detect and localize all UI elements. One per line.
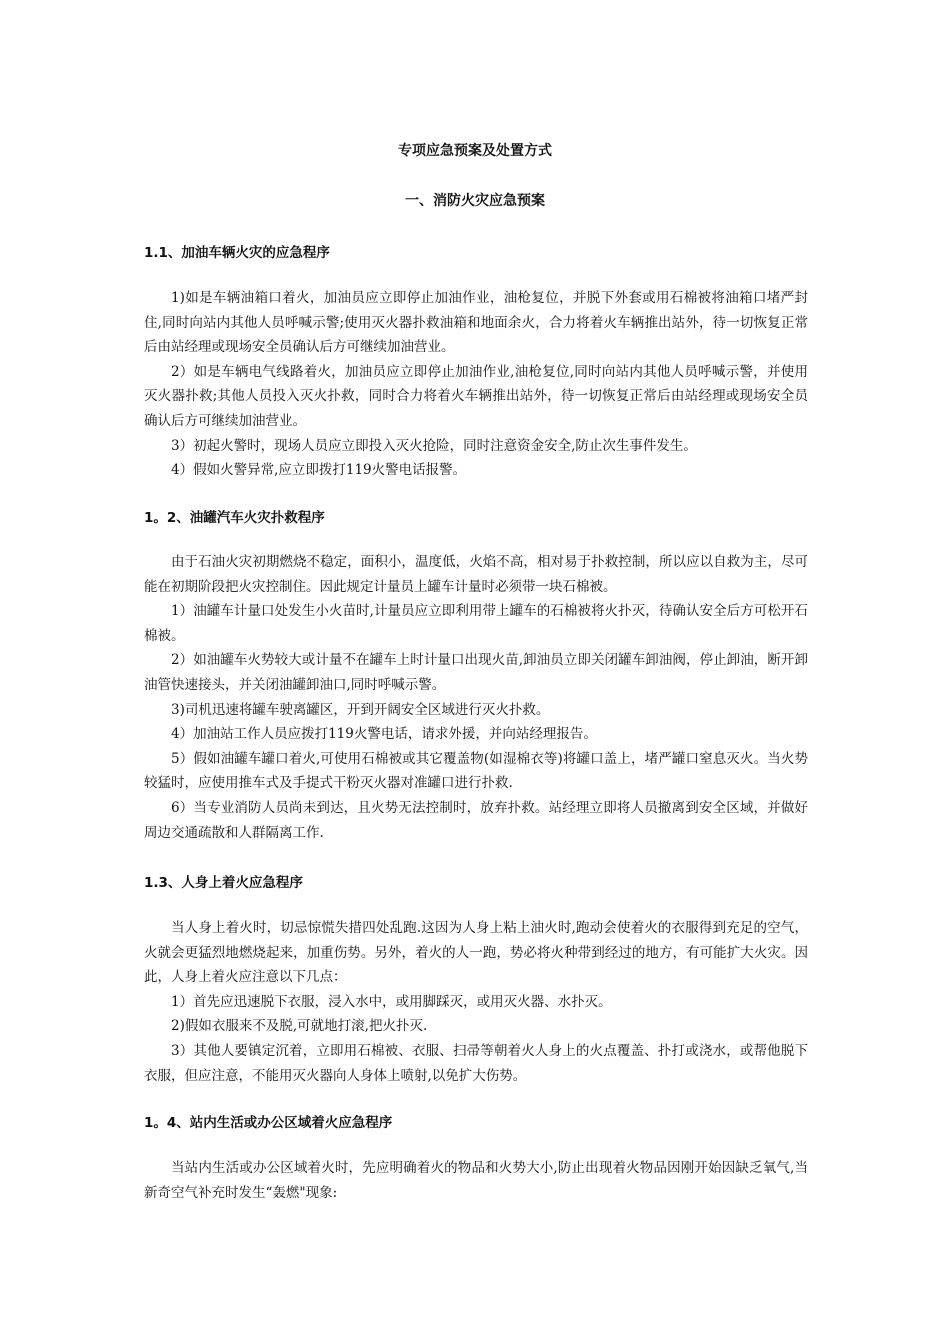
paragraph: 3)司机迅速将罐车驶离罐区，开到开阔安全区域进行灭火扑救。 (171, 701, 550, 718)
paragraph: 4）加油站工作人员应拨打119火警电话，请求外援，并向站经理报告。 (171, 726, 597, 743)
paragraph: 6）当专业消防人员尚未到达，且火势无法控制时，放弃扑救。站经理立即将人员撤离到安全区域，并做好周边交通疏散和人群隔离工作. (144, 799, 808, 841)
section-heading-1-3: 1.3、人身上着火应急程序 (144, 875, 303, 891)
section-heading-1-1: 1.1、加油车辆火灾的应急程序 (144, 245, 330, 261)
paragraph: 3）其他人要镇定沉着，立即用石棉被、衣服、扫帚等朝着火人身上的火点覆盖、扑打或浇水，或帮他脱下衣服，但应注意，不能用灭火器向人身体上喷射,以免扩大伤势。 (144, 1042, 808, 1084)
paragraph: 3）初起火警时，现场人员应立即投入灭火抢险，同时注意资金安全,防止次生事件发生。 (171, 437, 697, 454)
document-title: 专项应急预案及处置方式 (398, 143, 552, 159)
paragraph: 由于石油火灾初期燃烧不稳定，面积小，温度低，火焰不高，相对易于扑救控制，所以应以自救为主，尽可能在初期阶段把火灾控制住。因此规定计量员上罐车计量时必须带一块石棉被。 (144, 554, 808, 595)
section-body-1-3 (144, 916, 808, 1088)
paragraph: 4）假如火警异常,应立即拨打119火警电话报警。 (171, 462, 467, 479)
section-body-1-1 (144, 286, 808, 483)
paragraph: 当站内生活或办公区域着火时，先应明确着火的物品和火势大小,防止出现着火物品因刚开始因缺乏氧气,当新奇空气补充时发生“轰燃"现象: (144, 1160, 808, 1201)
paragraph: 5）假如油罐车罐口着火,可使用石棉被或其它覆盖物(如湿棉衣等)将罐口盖上，堵严罐口窒息灭火。当火势较猛时，应使用推车式及手提式干粉灭火器对准罐口进行扑救. (144, 750, 808, 792)
paragraph: 当人身上着火时，切忌惊慌失措四处乱跑.这因为人身上粘上油火时,跑动会使着火的衣服得到充足的空气，火就会更猛烈地燃烧起来，加重伤势。另外，着火的人一跑，势必将火种带到经过的地方，有可能扩大火灾。因此，人身上着火应注意以下几点： (144, 920, 808, 986)
paragraph: 2)假如衣服来不及脱,可就地打滚,把火扑灭. (171, 1018, 428, 1035)
section-heading-1-2: 1。2、油罐汽车火灾扑救程序 (144, 510, 325, 526)
section-body-1-4 (144, 1156, 808, 1205)
paragraph: 1)如是车辆油箱口着火，加油员应立即停止加油作业，油枪复位，并脱下外套或用石棉被将油箱口堵严封住,同时向站内其他人员呼喊示警;使用灭火器扑救油箱和地面余火，合力将着火车辆推出站外，待一切恢复正常后由站经理或现场安全员确认后方可继续加油营业。 (144, 290, 808, 356)
paragraph: 2）如油罐车火势较大或计量不在罐车上时计量口出现火苗,卸油员立即关闭罐车卸油阀，停止卸油，断开卸油管快速接头，并关闭油罐卸油口,同时呼喊示警。 (144, 652, 808, 693)
paragraph: 1）油罐车计量口处发生小火苗时,计量员应立即利用带上罐车的石棉被将火扑灭，待确认安全后方可松开石棉被。 (144, 603, 808, 644)
part-heading: 一、消防火灾应急预案 (405, 193, 545, 209)
section-heading-1-4: 1。4、站内生活或办公区域着火应急程序 (144, 1115, 393, 1131)
paragraph: 2）如是车辆电气线路着火，加油员应立即停止加油作业,油枪复位,同时向站内其他人员呼喊示警，并使用灭火器扑救;其他人员投入灭火扑救，同时合力将着火车辆推出站外，待一切恢复正常后由站经理或现场安全员确认后方可继续加油营业。 (144, 363, 808, 429)
paragraph: 1）首先应迅速脱下衣服，浸入水中，或用脚踩灭，或用灭火器、水扑灭。 (171, 993, 612, 1010)
section-body-1-2 (144, 550, 808, 845)
